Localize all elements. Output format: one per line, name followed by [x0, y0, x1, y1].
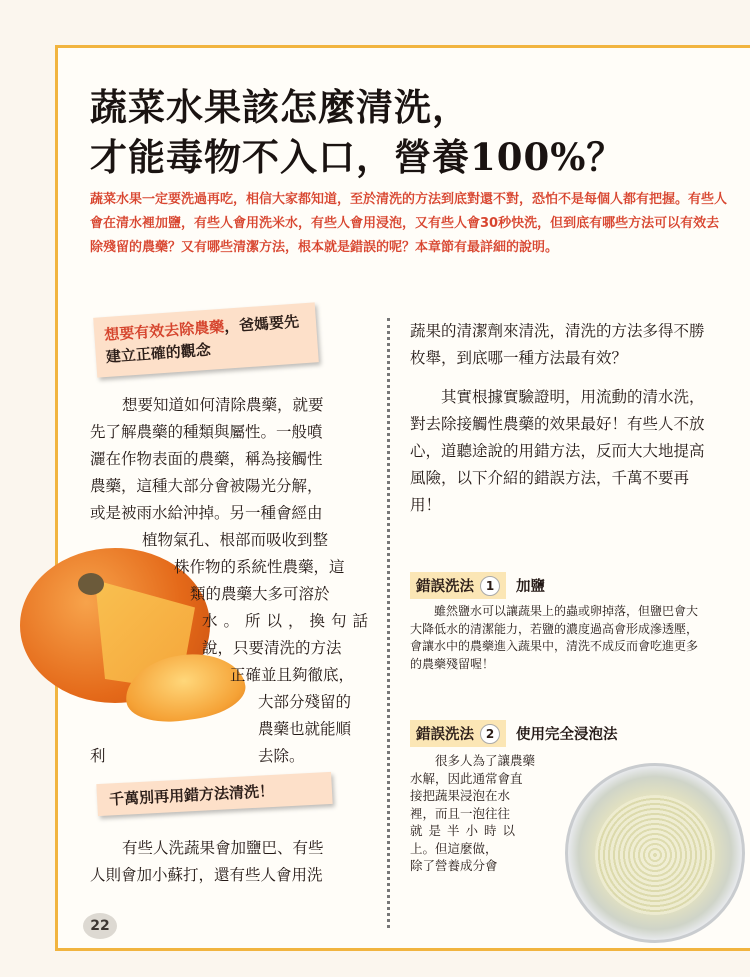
body-line: 農藥，這種大部分會被陽光分解， [90, 477, 323, 495]
ribbon-highlight: 想要有效去除農藥 [103, 317, 225, 345]
error-title: 使用完全浸泡法 [516, 727, 618, 743]
error-method-1-header [410, 572, 545, 599]
title-line-2: 才能毒物不入口，營養100%？ [90, 135, 625, 179]
body-line: 先了解農藥的種類與屬性。一般噴 [90, 423, 323, 441]
ribbon-rest: ，爸媽要先建立正確的觀念 [105, 312, 300, 366]
page-title [90, 82, 624, 182]
col2-paragraph-2: 其實根據實驗證明，用流動的清水洗，對去除接觸性農藥的效果最好！有些人不放心，道聽途說的用錯方法，反而大大地提高風險，以下介紹的錯誤方法，千萬不要再用！ [410, 388, 705, 514]
body-line [90, 743, 368, 770]
body-line: 水解，因此通常會直 [410, 770, 523, 786]
body-line: 或是被雨水給沖掉。另一種會經由 [90, 504, 323, 522]
body-line: 上。但這麼做， [410, 840, 498, 856]
error-tag [410, 720, 506, 747]
body-line: 農藥也就能順 [258, 720, 352, 738]
body-line: 接把蔬果浸泡在水 [410, 788, 511, 803]
body-line: 就是半小時以 [410, 823, 522, 838]
orphan-char: 利 [90, 747, 106, 765]
bean-sprouts-texture [595, 795, 715, 915]
error-tag-label: 錯誤洗法 [416, 579, 474, 595]
body-line: 株作物的系統性農藥，這 [174, 558, 345, 576]
intro-paragraph: 蔬菜水果一定要洗過再吃，相信大家都知道，至於清洗的方法到底對還不對，恐怕不是每個人都有把握。有些人會在清水裡加鹽，有些人會用洗米水，有些人會用浸泡，又有些人會30秒快洗，但到底有哪些方法可以有效去除殘留的農藥？又有哪些清潔方法，根本就是錯誤的呢？本章節有最詳細的說明。 [90, 192, 728, 255]
page-number: 22 [83, 913, 117, 939]
body-line-end: 去除。 [258, 747, 305, 765]
error-tag-label: 錯誤洗法 [416, 727, 474, 743]
error-tag [410, 572, 506, 599]
error-method-2-header [410, 720, 618, 747]
body-line: 有些人洗蔬果會加鹽巴、有些 [122, 839, 324, 857]
error-number-badge: 2 [480, 724, 500, 744]
error-title: 加鹽 [516, 579, 545, 595]
body-line: 裡，而且一泡往往 [410, 805, 511, 821]
error-number-badge: 1 [480, 576, 500, 596]
column-divider [387, 318, 390, 928]
body-line: 大部分殘留的 [258, 693, 352, 711]
section2-body [90, 835, 368, 889]
section-ribbon-wrong-method: 千萬別再用錯方法清洗！ [96, 772, 332, 816]
col2-paragraph-1: 蔬果的清潔劑來清洗，清洗的方法多得不勝枚舉，到底哪一種方法最有效？ [410, 322, 705, 367]
title-line-1: 蔬菜水果該怎麼清洗， [90, 85, 470, 129]
body-line: 除了營養成分會 [410, 858, 498, 873]
section1-body [90, 392, 375, 770]
body-line: 類的農藥大多可溶於 [190, 585, 330, 603]
error-method-2-body [410, 752, 560, 875]
body-line: 水。所以，換句話 [202, 612, 375, 630]
body-line: 正確並且夠徹底， [230, 666, 355, 684]
body-line: 說，只要清洗的方法 [202, 639, 342, 657]
column2-body [410, 318, 705, 531]
body-line: 灑在作物表面的農藥，稱為接觸性 [90, 450, 323, 468]
body-line: 想要知道如何清除農藥，就要 [122, 396, 324, 414]
body-line: 很多人為了讓農藥 [435, 753, 536, 768]
error-method-1-body: 雖然鹽水可以讓蔬果上的蟲或卵掉落，但鹽巴會大大降低水的清潔能力，若鹽的濃度過高會形成滲透壓，會讓水中的農藥進入蔬果中，清洗不成反而會吃進更多的農藥殘留喔！ [410, 604, 699, 671]
body-line: 植物氣孔、根部而吸收到整 [142, 531, 329, 549]
body-line: 人則會加小蘇打，還有些人會用洗 [90, 866, 323, 884]
